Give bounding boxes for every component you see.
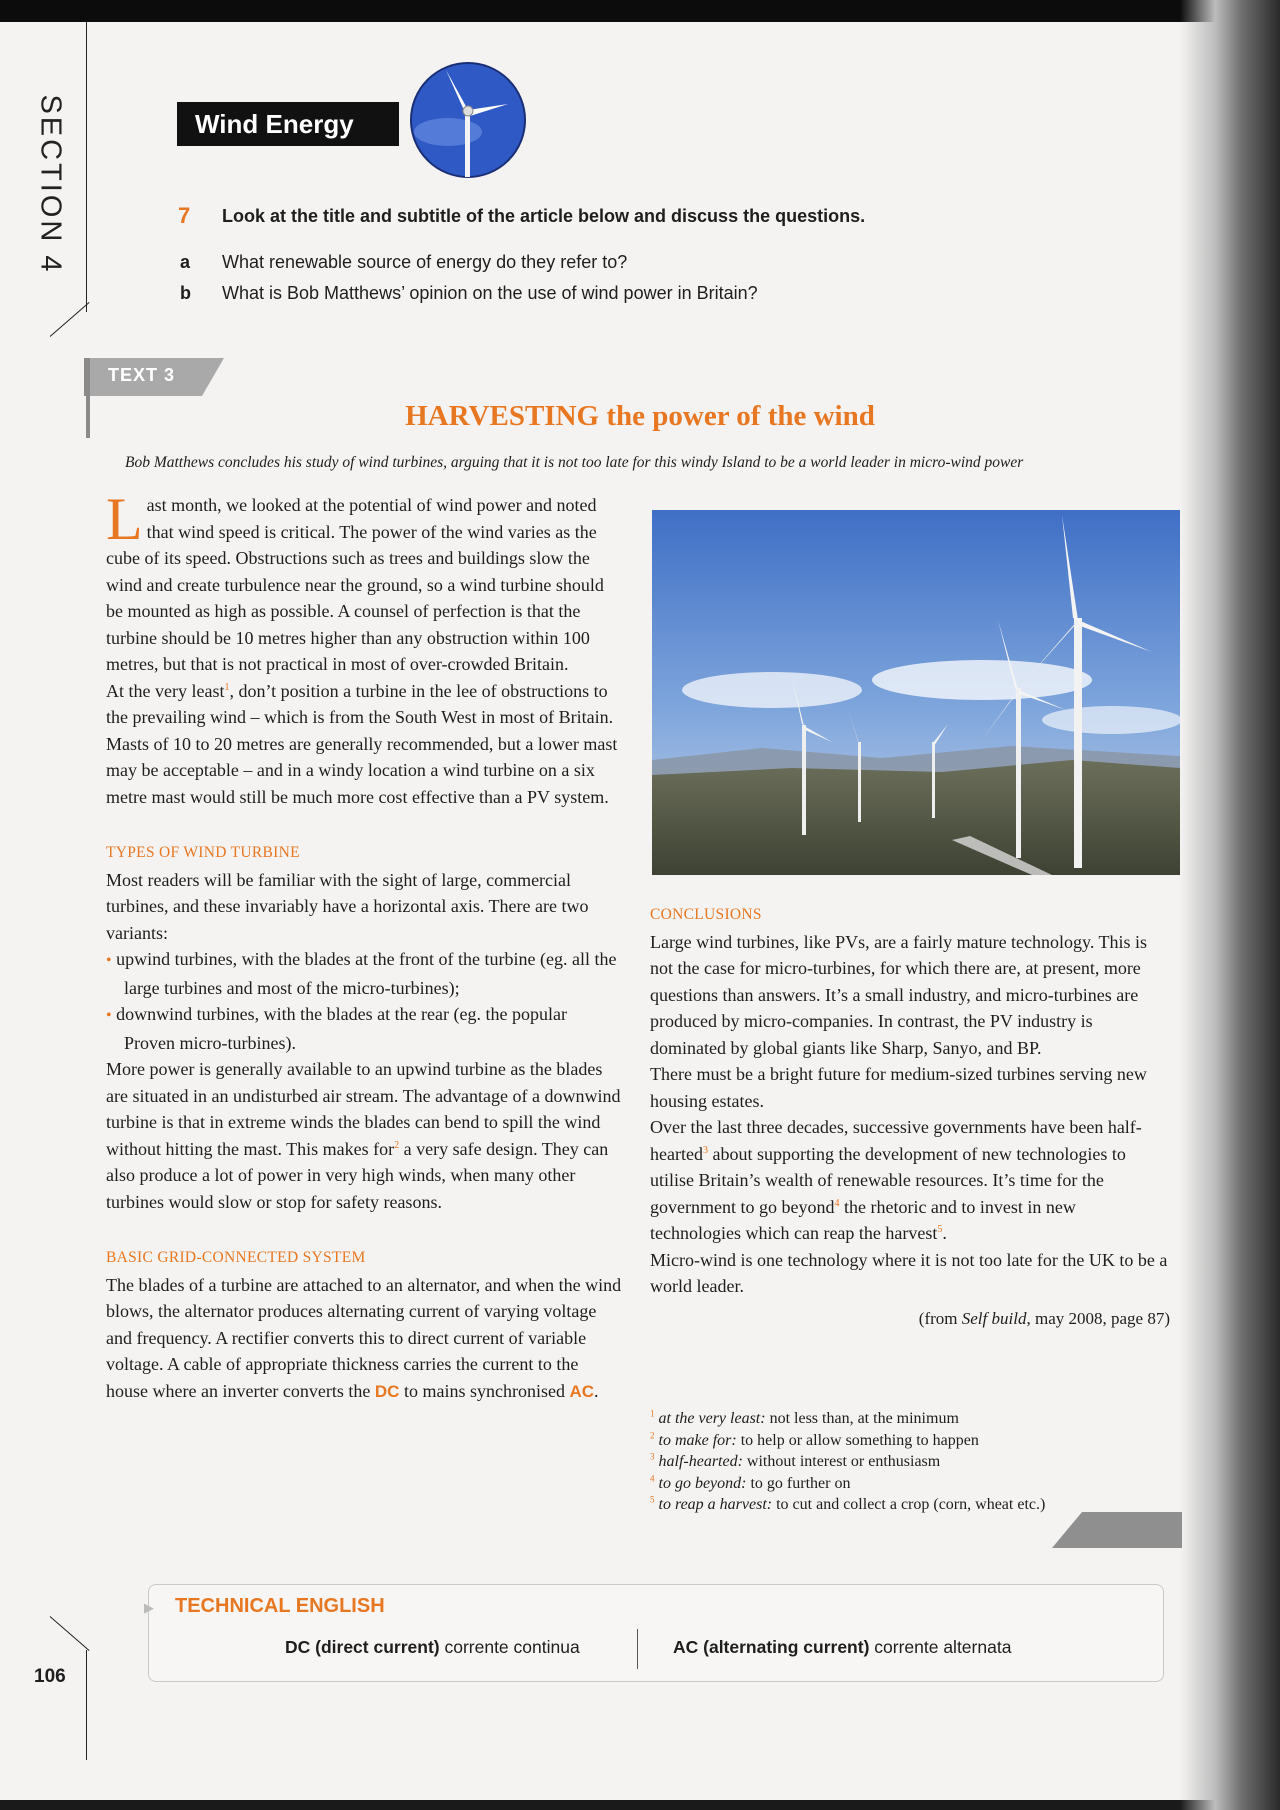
- article-title: HARVESTING the power of the wind: [405, 400, 875, 432]
- footnote-item: $^1$ at the very least: not less than, at the minimum: [650, 1408, 959, 1427]
- footnote-item: $^5$ to reap a harvest: to cut and collect a crop (corn, wheat etc.): [650, 1494, 1046, 1513]
- question-letter: a: [180, 252, 191, 272]
- bullet-item: • upwind turbines, with the blades at the front of the turbine (eg. all the large turbines and most of the micro-turbines);: [106, 949, 617, 998]
- footnote-ref: 5: [937, 1224, 943, 1235]
- footnote-item: $^2$ to make for: to help or allow something to happen: [650, 1430, 979, 1449]
- question-text: What is Bob Matthews’ opinion on the use of wind power in Britain?: [222, 283, 758, 303]
- bullet-icon: •: [106, 952, 112, 969]
- article-right-column: [650, 902, 1170, 1332]
- section-rule: [86, 22, 87, 312]
- question-letter: b: [180, 283, 191, 303]
- arrow-icon: ▶: [144, 1600, 154, 1615]
- page-top-edge: [0, 0, 1280, 22]
- footnote-item: $^3$ half-hearted: without interest or enthusiasm: [650, 1451, 941, 1470]
- technical-english-box: [144, 1584, 1164, 1682]
- page-number: 106: [34, 1666, 66, 1687]
- conclusions-paragraph-3: Over the last three decades, successive governments have been half-hearted$^3$ about supporting the development of new technologies to utilise Britain’s wealth of renewable resources. It’s time for the government to go beyond$^4$ the rhetoric and to invest in new technologies which can reap the harvest$^5$.: [650, 1117, 1142, 1243]
- conclusions-paragraph-4: Micro-wind is one technology where it is not too late for the UK to be a world leader.: [650, 1249, 1168, 1296]
- footnote-item: $^4$ to go beyond: to go further on: [650, 1473, 851, 1492]
- section-rule-diagonal: [50, 302, 90, 337]
- corner-shape: [1052, 1512, 1182, 1548]
- types-paragraph-2: More power is generally available to an upwind turbine as the blades are situated in an undisturbed air stream. The advantage of a downwind turbine is that in extreme winds the blades can bend to spill the wind without hitting the mast. This makes for$^2$ a very safe design. They can also produce a lot of power in very high winds, when many other turbines would slow or stop for safety reasons.: [106, 1059, 621, 1212]
- task-number: 7: [178, 203, 191, 228]
- conclusions-paragraph: Large wind turbines, like PVs, are a fairly mature technology. This is not the case for micro-turbines, for which there are, at present, more questions than answers. It’s a small industry, and micro-turbines are produced by micro-companies. In contrast, the PV industry is dominated by global giants like Sharp, Sanyo, and BP.: [650, 931, 1148, 1058]
- section-label: SECTION 4: [34, 94, 67, 275]
- divider: [637, 1629, 638, 1669]
- footnote-ref: 4: [834, 1197, 840, 1209]
- article-left-column: [106, 486, 622, 1405]
- ac-term: AC: [569, 1381, 595, 1401]
- footnotes: [650, 1408, 1110, 1516]
- article-subtitle: Bob Matthews concludes his study of wind turbines, arguing that it is not too late for this windy Island to be a world leader in micro-wind power: [125, 454, 1024, 471]
- dc-term: DC: [374, 1381, 400, 1401]
- grid-paragraph: The blades of a turbine are attached to an alternator, and when the wind blows, the alternator produces alternating current of varying voltage and frequency. A rectifier converts this to direct current of variable voltage. A cable of appropriate thickness carries the current to the house where an inverter converts the DC to mains synchronised AC.: [106, 1274, 622, 1401]
- page-bottom-edge: [0, 1800, 1280, 1810]
- question-text: What renewable source of energy do they refer to?: [222, 252, 628, 272]
- drop-cap: L: [106, 486, 143, 552]
- types-paragraph: Most readers will be familiar with the sight of large, commercial turbines, and these invariably have a horizontal axis. There are two variants:: [106, 869, 589, 943]
- section-heading-conclusions: CONCLUSIONS: [650, 906, 762, 923]
- bullet-icon: •: [106, 1007, 112, 1024]
- section-heading-types: TYPES OF WIND TURBINE: [106, 844, 300, 861]
- intro-paragraph-2: At the very least$^1$, don’t position a turbine in the lee of obstructions to the prevailing wind – which is from the South West in most of Britain. Masts of 10 to 20 metres are generally recommended, but a lower mast may be acceptable – and in a windy location a wind turbine on a six metre mast would still be much more cost effective than a PV system.: [106, 680, 618, 807]
- book-spine-shadow: [1180, 0, 1280, 1810]
- footnote-ref: 1: [224, 681, 230, 693]
- intro-paragraph: Last month, we looked at the potential of wind power and noted that wind speed is critical. The power of the wind varies as the cube of its speed. Obstructions such as trees and buildings slow the wind and create turbulence near the ground, so a wind turbine should be mounted as high as possible. A counsel of perfection is that the turbine should be 10 metres higher than any obstruction within 100 metres, but that is not practical in most of over-crowded Britain.: [106, 486, 604, 674]
- page-number-rule-diagonal: [50, 1616, 90, 1651]
- wind-turbine-icon: [408, 60, 528, 180]
- footnote-ref: 3: [702, 1144, 708, 1156]
- article-source: (from Self build, may 2008, page 87): [918, 1308, 1170, 1328]
- page-number-rule: [86, 1650, 87, 1760]
- ac-definition: AC (alternating current) corrente alternata: [673, 1637, 1012, 1657]
- section-heading-grid: BASIC GRID-CONNECTED SYSTEM: [106, 1249, 366, 1266]
- conclusions-paragraph-2: There must be a bright future for medium-sized turbines serving new housing estates.: [650, 1064, 1147, 1111]
- bullet-item: • downwind turbines, with the blades at the rear (eg. the popular Proven micro-turbines).: [106, 1004, 567, 1053]
- technical-english-title: TECHNICAL ENGLISH: [175, 1595, 385, 1617]
- unit-title: Wind Energy: [177, 102, 399, 146]
- wind-farm-photo: [652, 510, 1180, 875]
- footnote-ref: 2: [394, 1139, 400, 1151]
- dc-definition: DC (direct current) corrente continua: [285, 1637, 580, 1657]
- task-instruction: Look at the title and subtitle of the article below and discuss the questions.: [222, 206, 866, 226]
- text-tag: TEXT 3: [108, 365, 176, 385]
